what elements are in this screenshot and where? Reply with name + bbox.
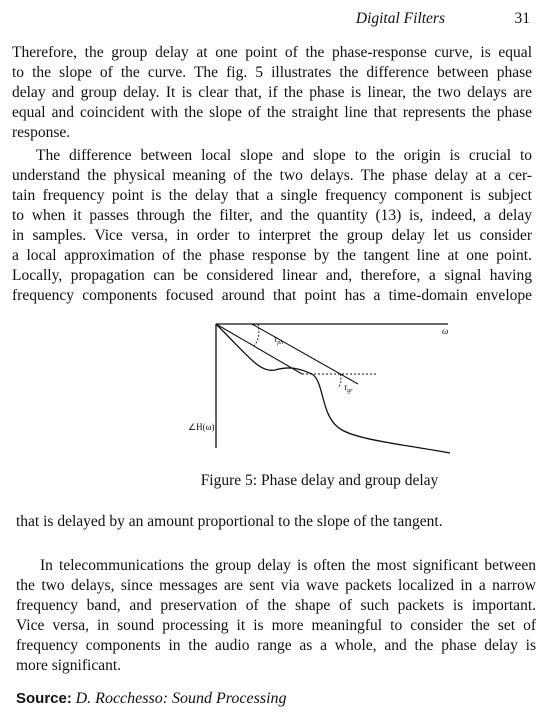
group-delay-tau-label: $\tau_{gr}$ xyxy=(344,382,353,394)
text-line: delay and group delay. It is clear that, if the phase is linear, the two delays are xyxy=(12,84,532,101)
source-credit xyxy=(16,690,287,708)
paragraph-telecommunications xyxy=(16,556,536,676)
source-label: Source: xyxy=(16,690,72,707)
group-delay-arc xyxy=(338,374,341,388)
text-line: more significant. xyxy=(16,657,122,674)
text-line: a local approximation of the phase response by the tangent line at one point. xyxy=(12,247,532,264)
text-line: The difference between local slope and slope to the origin is crucial to xyxy=(36,147,532,164)
text-line: tain frequency point is the delay that a single frequency component is subject xyxy=(12,187,532,204)
paragraph-group-delay-slope xyxy=(12,43,532,143)
text-line: frequency components in the audio range as a whole, and the phase delay is xyxy=(16,637,536,654)
text-line: frequency band, and preservation of the shape of such packets is important. xyxy=(16,597,536,614)
text-line: in samples. Vice versa, in order to interpret the group delay let us consider xyxy=(12,227,532,244)
text-line: equal and coincident with the slope of the straight line that represents the phase xyxy=(12,104,532,121)
page-number: 31 xyxy=(514,10,530,27)
omega-label: ω xyxy=(442,326,449,336)
text-line: In telecommunications the group delay is often the most significant between xyxy=(40,557,536,574)
text-line: to when it passes through the filter, and the quantity (13) is, indeed, a delay xyxy=(12,207,532,224)
text-line: Vice versa, in sound processing it is more meaningful to consider the set of xyxy=(16,617,536,634)
phase-response-curve xyxy=(216,324,450,453)
text-line: Therefore, the group delay at one point of the phase-response curve, is equal xyxy=(12,44,532,61)
text-line: response. xyxy=(12,124,71,141)
text-line: Locally, propagation can be considered linear and, therefore, a signal having xyxy=(12,267,532,284)
text-line: frequency components focused around that point has a time-domain envelope xyxy=(12,287,532,304)
running-head xyxy=(0,10,530,30)
text-line: to the slope of the curve. The fig. 5 illustrates the difference between phase xyxy=(12,64,532,81)
phase-delay-tau-label: $\tau_{ph}$ xyxy=(274,334,284,346)
phase-axis-label: ∠H(ω) xyxy=(188,422,215,432)
text-line: the two delays, since messages are sent via wave packets localized in a narrow xyxy=(16,577,536,594)
phase-delay-figure xyxy=(180,318,460,463)
chapter-title: Digital Filters xyxy=(355,10,445,27)
text-line: understand the physical meaning of the two delays. The phase delay at a cer- xyxy=(12,167,532,184)
text-line: that is delayed by an amount proportional to the slope of the tangent. xyxy=(16,513,443,530)
figure-caption: Figure 5: Phase delay and group delay xyxy=(200,472,439,489)
paragraph-tangent xyxy=(16,512,536,532)
source-reference: D. Rocchesso: Sound Processing xyxy=(75,690,287,707)
paragraph-local-slope xyxy=(12,146,532,306)
